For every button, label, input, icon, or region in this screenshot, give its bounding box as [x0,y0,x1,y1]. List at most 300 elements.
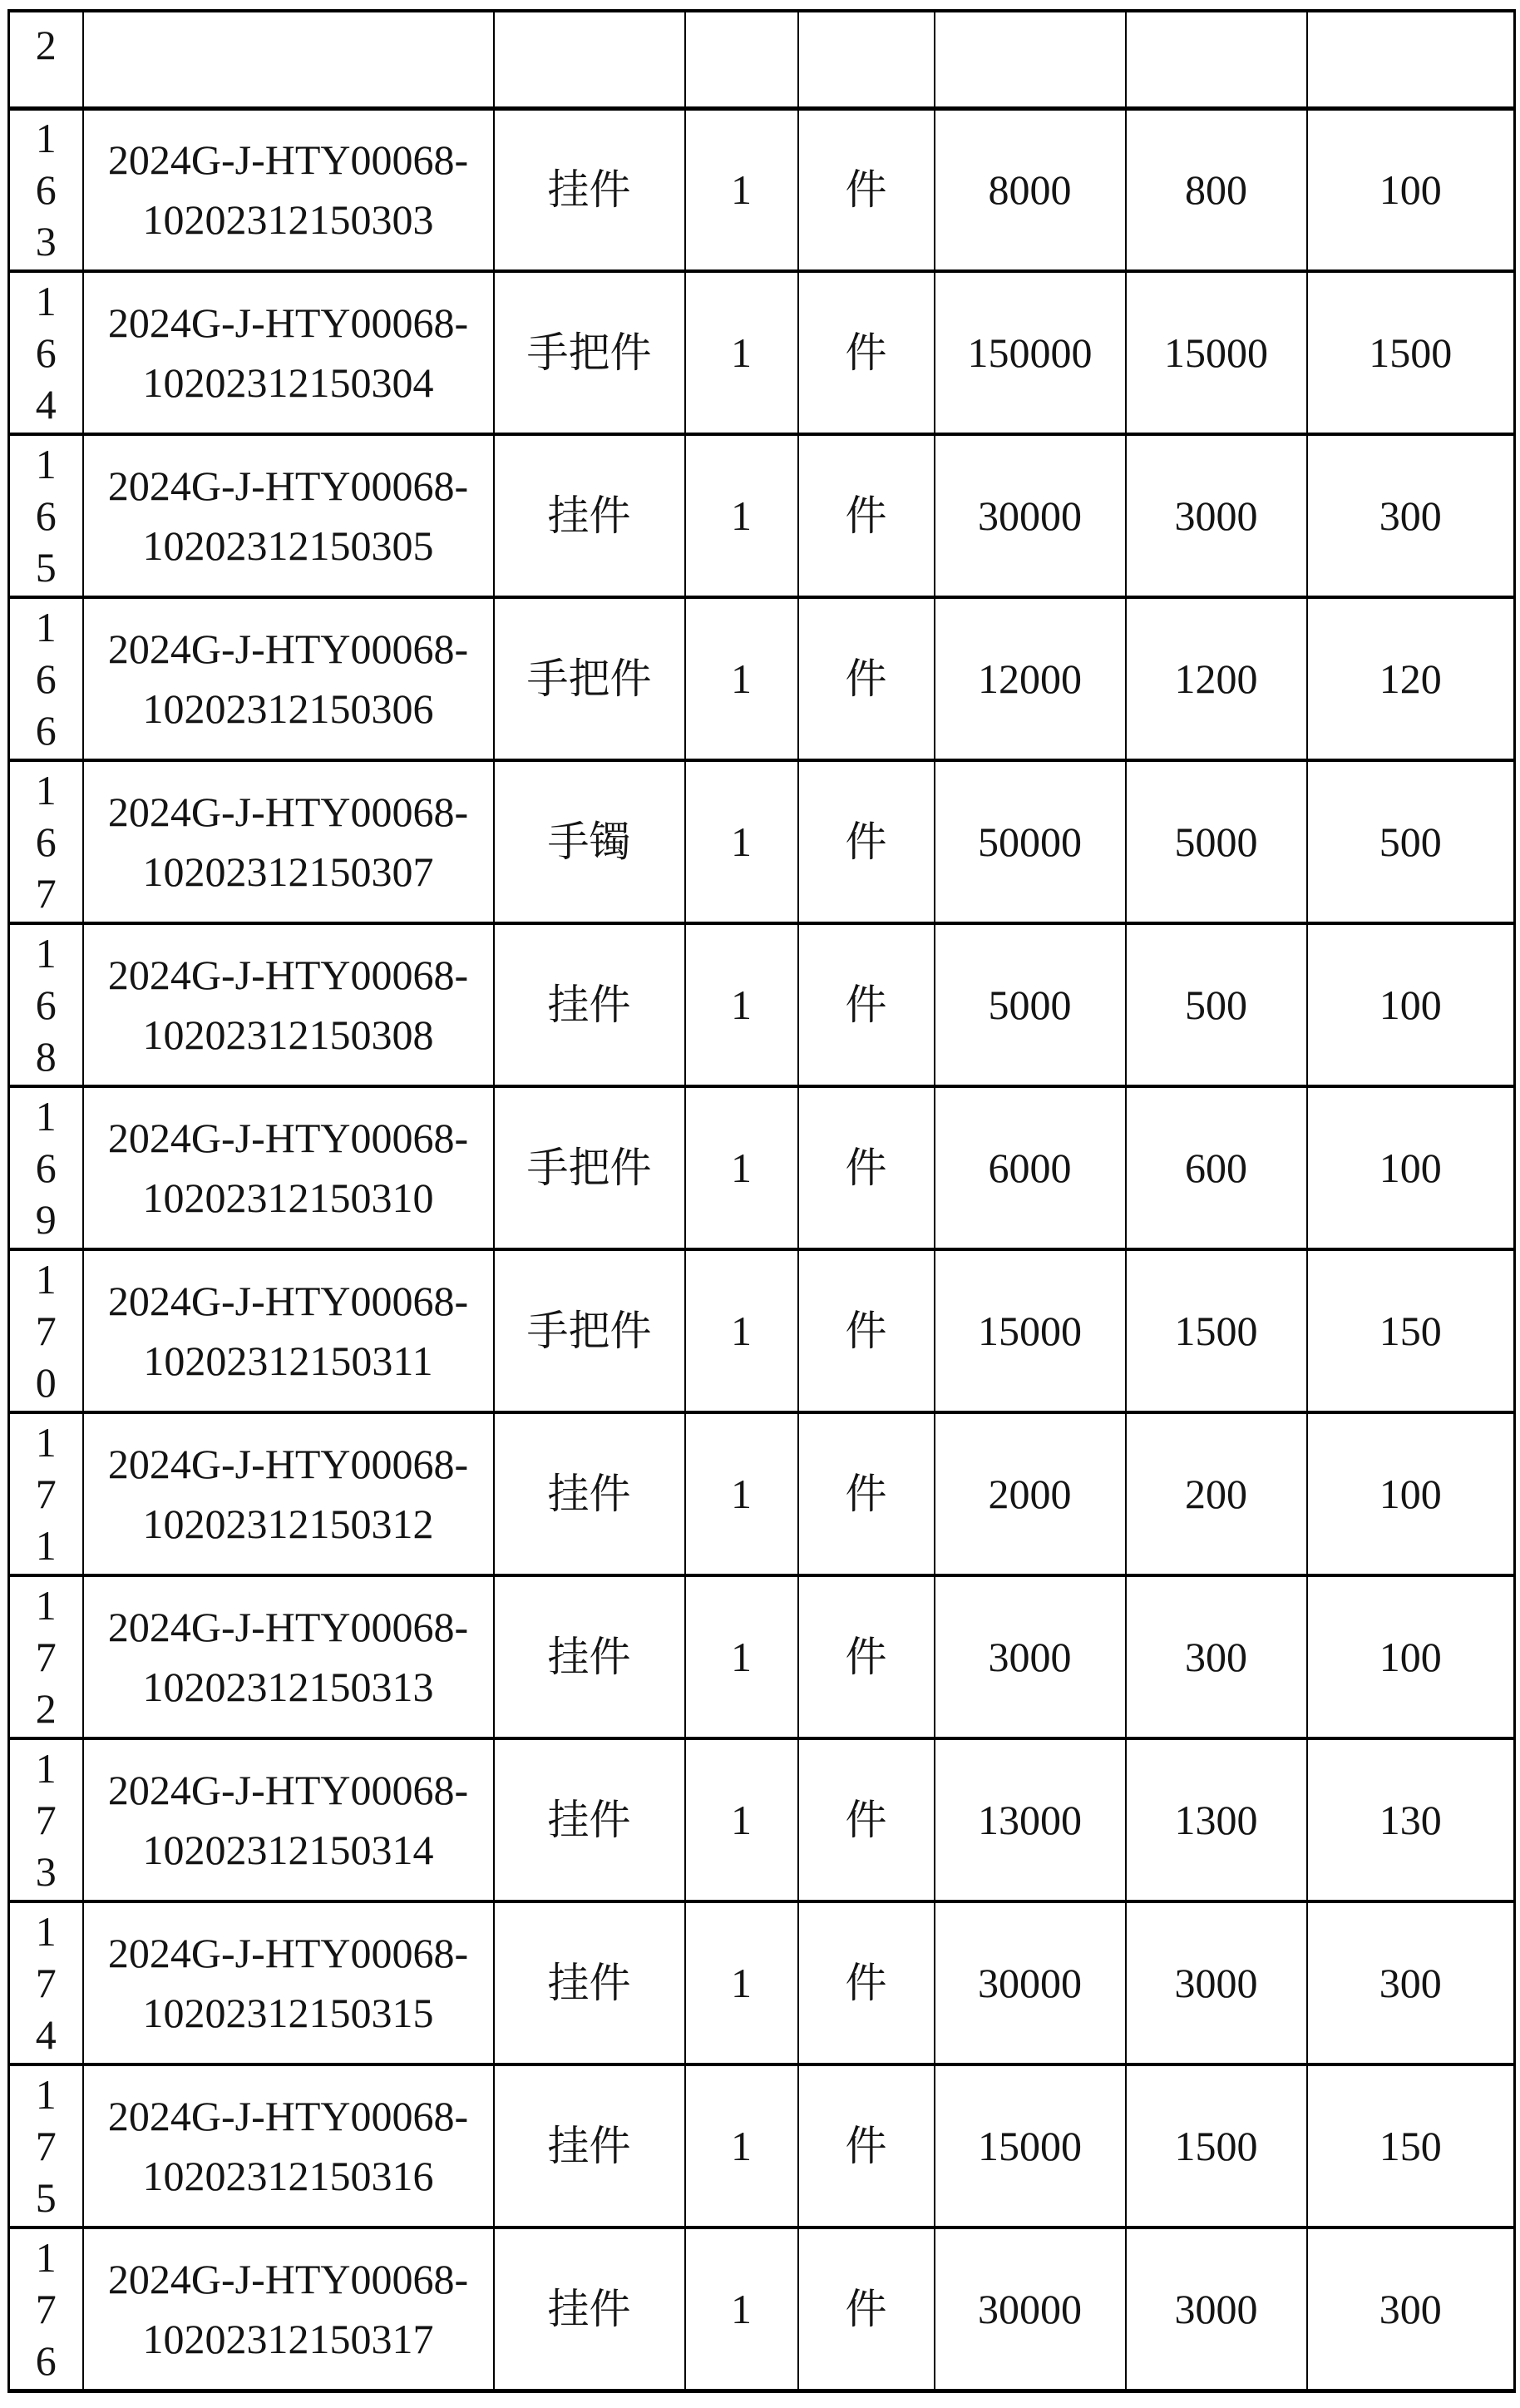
unit-cell [798,923,935,1086]
item-type-cell [494,1901,685,2064]
table-row [9,1575,1515,1738]
value1-cell [935,923,1126,1086]
item-id-cell [83,2064,494,2228]
row-number-stack [10,926,82,1084]
value3-amount: 1500 [1369,329,1453,376]
value2-amount: 500 [1185,981,1247,1028]
row-number-digit: 1 [35,1908,57,1955]
value2-cell [1126,1412,1307,1575]
value2-amount: 1200 [1174,655,1258,702]
unit-cell [798,108,935,271]
item-id-line-1: 2024G-J-HTY00068- [107,1930,469,1976]
unit-label: 件 [845,1471,887,1517]
value3-amount: 300 [1379,2285,1442,2332]
row-number-digit: 4 [35,2011,57,2058]
quantity-value: 1 [731,2285,752,2332]
row-number-digit: 1 [35,1745,57,1792]
row-number-digit: 6 [35,492,57,539]
quantity-cell [685,1738,798,1901]
item-id-cell [83,108,494,271]
unit-cell [798,760,935,923]
unit-label: 件 [845,1960,887,2006]
row-number-digit: 0 [35,1359,57,1406]
unit-label: 件 [845,166,887,214]
item-id-line-1: 2024G-J-HTY00068- [107,952,469,998]
item-type-cell [494,1249,685,1412]
value3-amount: 130 [1379,1797,1442,1843]
row-number-cell [9,1086,83,1249]
item-type-cell [494,271,685,434]
unit-cell [798,1738,935,1901]
item-type-cell [494,2064,685,2228]
unit-label: 件 [845,2123,887,2169]
quantity-cell [685,11,798,108]
value3-amount: 300 [1379,1960,1442,2006]
value3-cell [1307,271,1515,434]
value1-amount: 13000 [978,1797,1082,1843]
item-type-cell [494,1086,685,1249]
item-id-line-2: 10202312150317 [142,2315,434,2362]
row-number-digit: 8 [35,1033,57,1080]
quantity-value: 1 [731,2123,752,2169]
row-number-cell [9,1412,83,1575]
table-row [9,2064,1515,2228]
unit-cell [798,1412,935,1575]
item-id-cell [83,760,494,923]
value2-cell [1126,1249,1307,1412]
value2-cell [1126,1575,1307,1738]
value1-cell [935,1901,1126,2064]
unit-cell [798,2228,935,2391]
row-number-cell [9,760,83,923]
item-id-line-1: 2024G-J-HTY00068- [107,2255,469,2302]
row-number-cell [9,597,83,760]
item-id-cell [83,1086,494,1249]
row-number-cell [9,2064,83,2228]
value3-amount: 100 [1379,1145,1442,1191]
value1-cell [935,760,1126,923]
row-number-stack [10,1904,82,2062]
value1-cell [935,108,1126,271]
row-number-cell [9,1249,83,1412]
value1-amount: 6000 [988,1145,1072,1191]
value2-cell [1126,923,1307,1086]
unit-label: 件 [845,1145,887,1191]
item-id-cell [83,1575,494,1738]
value1-amount: 15000 [978,2123,1082,2169]
item-type-cell [494,434,685,597]
quantity-cell [685,597,798,760]
table-row [9,760,1515,923]
table-row [9,2228,1515,2391]
value2-amount: 3000 [1174,1960,1258,2006]
value2-amount: 3000 [1174,492,1258,539]
table-row [9,1249,1515,1412]
row-number-cell [9,108,83,271]
value3-cell [1307,1575,1515,1738]
row-number-stack [10,1089,82,1247]
value2-amount: 1500 [1174,1308,1258,1354]
value2-amount: 15000 [1164,329,1268,376]
row-number-digit: 1 [35,278,57,324]
item-type-cell [494,11,685,108]
quantity-value: 1 [731,492,752,539]
item-id-line-2: 10202312150314 [142,1827,434,1873]
row-number-digit: 7 [35,1960,57,2006]
row-number-digit: 6 [35,1145,57,1191]
row-number-stack [10,1415,82,1573]
value1-amount: 8000 [988,166,1072,214]
value1-amount: 30000 [978,2285,1082,2332]
row-number-digit: 7 [35,1634,57,1680]
item-id-cell [83,271,494,434]
table-row [9,108,1515,271]
value2-amount: 600 [1185,1145,1247,1191]
row-number-cell [9,923,83,1086]
quantity-value: 1 [731,1960,752,2006]
row-number-digit: 2 [35,1685,57,1732]
value1-amount: 2000 [988,1471,1072,1517]
row-number-digit: 6 [35,707,57,754]
value3-amount: 300 [1379,492,1442,539]
unit-cell [798,1086,935,1249]
item-type-label: 挂件 [547,1471,631,1517]
value2-cell [1126,597,1307,760]
item-id-line-2: 10202312150304 [142,359,434,406]
row-number-digit: 7 [35,2285,57,2332]
table-row [9,923,1515,1086]
value3-cell [1307,1738,1515,1901]
table-row [9,1412,1515,1575]
item-type-label: 挂件 [547,1960,631,2006]
value3-cell [1307,1901,1515,2064]
row-number-digit: 1 [35,2071,57,2118]
row-number-stack [10,274,82,432]
unit-label: 件 [845,655,887,702]
table-row [9,1086,1515,1249]
quantity-cell [685,434,798,597]
value2-amount: 1300 [1174,1797,1258,1843]
quantity-value: 1 [731,166,752,214]
row-number-cell [9,2228,83,2391]
value3-amount: 150 [1379,2123,1442,2169]
value2-cell [1126,1738,1307,1901]
unit-cell [798,11,935,108]
quantity-cell [685,1086,798,1249]
item-type-cell [494,923,685,1086]
item-id-line-1: 2024G-J-HTY00068- [107,1115,469,1161]
value2-cell [1126,2064,1307,2228]
quantity-cell [685,1575,798,1738]
item-id-line-2: 10202312150315 [142,1990,434,2036]
item-type-label: 手把件 [526,329,652,376]
row-number-digit: 6 [35,329,57,376]
value3-amount: 120 [1379,655,1442,702]
value1-amount: 150000 [967,329,1093,376]
row-number-stack [10,1578,82,1736]
row-number-digit: 1 [35,767,57,813]
value3-cell [1307,434,1515,597]
row-number-stack [10,1741,82,1899]
value1-cell [935,1249,1126,1412]
row-number-digit: 6 [35,818,57,865]
row-number-cell [9,434,83,597]
row-number-stack [10,600,82,758]
item-id-cell [83,1412,494,1575]
value2-cell [1126,760,1307,923]
row-number-digit: 6 [35,981,57,1028]
item-id-line-2: 10202312150316 [142,2153,434,2199]
unit-cell [798,597,935,760]
item-id-line-2: 10202312150305 [142,522,434,569]
quantity-cell [685,923,798,1086]
unit-cell [798,434,935,597]
quantity-value: 1 [731,655,752,702]
value2-cell [1126,108,1307,271]
unit-cell [798,1901,935,2064]
item-id-line-1: 2024G-J-HTY00068- [107,462,469,509]
value3-amount: 100 [1379,1471,1442,1517]
row-number-digit: 1 [35,1419,57,1466]
row-number-digit: 6 [35,655,57,702]
item-id-cell [83,2228,494,2391]
value1-cell [935,1738,1126,1901]
row-number-stack [10,2067,82,2225]
row-number-digit: 5 [35,544,57,591]
item-id-line-2: 10202312150313 [142,1664,434,1710]
value1-cell [935,11,1126,108]
item-id-line-2: 10202312150306 [142,685,434,732]
value3-cell [1307,11,1515,108]
quantity-value: 1 [731,818,752,865]
value2-amount: 1500 [1174,2123,1258,2169]
item-id-line-2: 10202312150312 [142,1501,434,1547]
value3-amount: 100 [1379,1634,1442,1680]
quantity-value: 1 [731,329,752,376]
value1-cell [935,2228,1126,2391]
row-number-stack [10,1252,82,1410]
row-number-digit: 7 [35,1308,57,1354]
value3-amount: 150 [1379,1308,1442,1354]
item-id-line-2: 10202312150310 [142,1174,434,1221]
unit-label: 件 [845,1634,887,1680]
value3-cell [1307,2064,1515,2228]
quantity-cell [685,1249,798,1412]
unit-label: 件 [845,329,887,376]
item-type-label: 手把件 [526,655,652,702]
value3-cell [1307,108,1515,271]
quantity-cell [685,108,798,271]
value1-cell [935,1575,1126,1738]
item-type-label: 挂件 [547,981,631,1028]
item-id-line-1: 2024G-J-HTY00068- [107,1278,469,1324]
value2-amount: 800 [1185,166,1247,214]
value3-cell [1307,1412,1515,1575]
value1-cell [935,1086,1126,1249]
unit-cell [798,271,935,434]
item-type-label: 挂件 [547,1797,631,1843]
row-number-cell [9,11,83,108]
quantity-cell [685,2064,798,2228]
item-type-label: 挂件 [547,166,631,214]
value3-cell [1307,760,1515,923]
quantity-value: 1 [731,1471,752,1517]
row-number-cell [9,1738,83,1901]
row-number-cell [9,1575,83,1738]
quantity-value: 1 [731,1797,752,1843]
item-id-line-2: 10202312150307 [142,848,434,895]
quantity-value: 1 [731,1308,752,1354]
value1-cell [935,2064,1126,2228]
quantity-cell [685,1901,798,2064]
value2-amount: 200 [1185,1471,1247,1517]
value2-amount: 300 [1185,1634,1247,1680]
item-id-line-1: 2024G-J-HTY00068- [107,1441,469,1487]
item-id-line-1: 2024G-J-HTY00068- [107,1604,469,1650]
row-number-digit: 7 [35,870,57,917]
quantity-value: 1 [731,981,752,1028]
row-number-digit: 1 [35,930,57,977]
item-type-label: 挂件 [547,2285,631,2332]
value1-cell [935,434,1126,597]
value2-cell [1126,11,1307,108]
unit-cell [798,1575,935,1738]
row-number-digit: 1 [35,604,57,650]
row-number-digit: 1 [35,2233,57,2281]
quantity-cell [685,1412,798,1575]
row-number-digit: 7 [35,2123,57,2169]
value2-amount: 5000 [1174,818,1258,865]
row-number-digit: 7 [35,1471,57,1517]
quantity-value: 1 [731,1145,752,1191]
row-number-digit: 1 [35,115,57,162]
value3-amount: 500 [1379,818,1442,865]
row-number-digit: 6 [35,166,57,214]
table-row [9,1738,1515,1901]
item-id-cell [83,11,494,108]
value1-amount: 5000 [988,981,1072,1028]
item-id-line-1: 2024G-J-HTY00068- [107,2093,469,2139]
item-id-cell [83,434,494,597]
row-number-digit: 1 [35,1582,57,1629]
unit-label: 件 [845,981,887,1028]
quantity-cell [685,2228,798,2391]
value3-cell [1307,2228,1515,2391]
value1-amount: 3000 [988,1634,1072,1680]
item-id-line-2: 10202312150303 [142,196,434,244]
item-id-line-1: 2024G-J-HTY00068- [107,299,469,346]
item-type-label: 挂件 [547,492,631,539]
row-number-stack [10,2230,82,2388]
value1-amount: 50000 [978,818,1082,865]
value3-cell [1307,1249,1515,1412]
value3-amount: 100 [1379,166,1442,214]
row-number-digit: 1 [35,1256,57,1303]
table-row [9,597,1515,760]
value1-amount: 12000 [978,655,1082,702]
item-id-cell [83,597,494,760]
value3-cell [1307,923,1515,1086]
table-row [9,1901,1515,2064]
value1-cell [935,271,1126,434]
row-number-stack [10,111,82,269]
item-id-cell [83,1738,494,1901]
row-number-stack [10,12,82,72]
row-number-digit: 1 [35,1093,57,1140]
row-number-digit: 4 [35,381,57,428]
value2-cell [1126,271,1307,434]
row-number-cell [9,1901,83,2064]
item-id-line-2: 10202312150308 [142,1011,434,1058]
item-id-cell [83,923,494,1086]
table-row [9,271,1515,434]
item-type-label: 挂件 [547,2123,631,2169]
value1-amount: 15000 [978,1308,1082,1354]
value2-amount: 3000 [1174,2285,1258,2332]
value2-cell [1126,434,1307,597]
value2-cell [1126,2228,1307,2391]
item-id-line-1: 2024G-J-HTY00068- [107,625,469,672]
unit-cell [798,1249,935,1412]
item-type-label: 手把件 [526,1145,652,1191]
item-type-label: 手把件 [526,1308,652,1354]
value3-cell [1307,1086,1515,1249]
row-number-digit: 5 [35,2174,57,2221]
value2-cell [1126,1086,1307,1249]
item-id-line-1: 2024G-J-HTY00068- [107,1767,469,1813]
item-type-cell [494,1575,685,1738]
item-id-line-2: 10202312150311 [143,1338,433,1384]
quantity-cell [685,760,798,923]
value1-cell [935,1412,1126,1575]
row-number-digit: 7 [35,1797,57,1843]
row-number-digit: 2 [35,22,57,68]
item-id-cell [83,1901,494,2064]
row-number-digit: 1 [35,1522,57,1569]
quantity-cell [685,271,798,434]
row-number-digit: 9 [35,1196,57,1243]
value2-cell [1126,1901,1307,2064]
item-type-cell [494,597,685,760]
row-number-digit: 3 [35,218,57,265]
item-type-cell [494,108,685,271]
item-id-line-1: 2024G-J-HTY00068- [107,136,469,184]
table-row [9,434,1515,597]
unit-label: 件 [845,818,887,865]
value1-cell [935,597,1126,760]
item-type-cell [494,2228,685,2391]
item-type-cell [494,760,685,923]
item-id-line-1: 2024G-J-HTY00068- [107,789,469,835]
item-type-cell [494,1412,685,1575]
value1-amount: 30000 [978,1960,1082,2006]
table-body [9,11,1515,2391]
row-number-digit: 6 [35,2336,57,2384]
unit-label: 件 [845,2285,887,2332]
value3-amount: 100 [1379,981,1442,1028]
row-number-stack [10,763,82,921]
unit-label: 件 [845,492,887,539]
value3-cell [1307,597,1515,760]
item-id-cell [83,1249,494,1412]
row-number-digit: 1 [35,441,57,487]
item-type-label: 挂件 [547,1634,631,1680]
quantity-value: 1 [731,1634,752,1680]
unit-cell [798,2064,935,2228]
row-number-digit: 3 [35,1848,57,1895]
item-type-cell [494,1738,685,1901]
row-number-stack [10,437,82,595]
